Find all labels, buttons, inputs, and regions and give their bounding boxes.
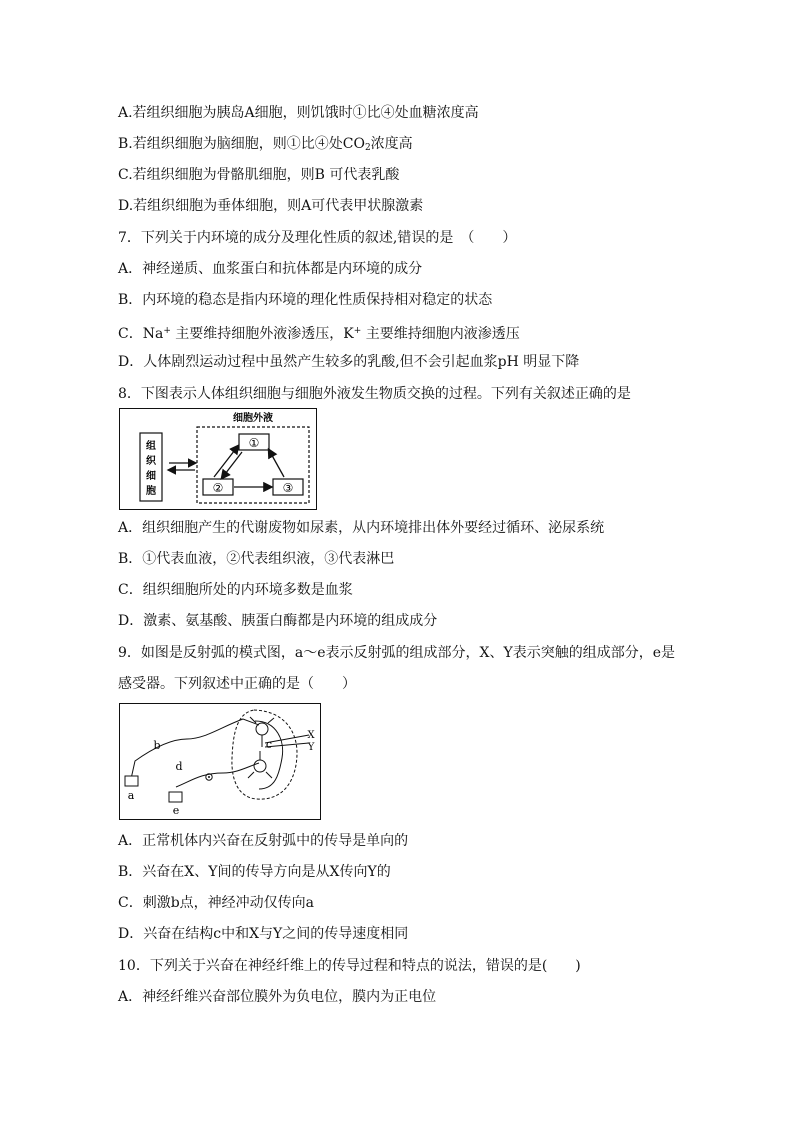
q8-option-b: B．①代表血液，②代表组织液，③代表淋巴: [118, 551, 395, 567]
tissue-cell-char-1: 组: [146, 441, 156, 452]
q8-option-d: D．激素、氨基酸、胰蛋白酶都是内环境的组成成分: [118, 613, 438, 629]
q9-option-a: A．正常机体内兴奋在反射弧中的传导是单向的: [118, 833, 409, 849]
co2-subscript: 2: [364, 143, 371, 153]
label-e: e: [172, 804, 180, 817]
q10-option-a: A．神经纤维兴奋部位膜外为负电位，膜内为正电位: [118, 989, 437, 1005]
q6-option-b-tail: 浓度高: [370, 136, 413, 152]
node-2-label: ②: [212, 481, 224, 495]
q6-option-b-text: B.若组织细胞为脑细胞，则①比④处CO: [118, 136, 365, 152]
q7-stem: 7．下列关于内环境的成分及理化性质的叙述,错误的是 （ ）: [118, 230, 517, 246]
gray-matter-outline: [255, 721, 283, 789]
na-superscript: +: [163, 326, 171, 336]
effector-a-box: [125, 776, 138, 786]
label-d: d: [175, 760, 183, 773]
q6-option-b: [118, 135, 413, 157]
q9-option-d: D．兴奋在结构c中和X与Y之间的传导速度相同: [118, 926, 409, 942]
q10-stem: 10．下列关于兴奋在神经纤维上的传导过程和特点的说法，错误的是( ): [118, 958, 581, 974]
k-superscript: +: [353, 326, 362, 336]
q8-option-a: A．组织细胞产生的代谢废物如尿素，从内环境排出体外要经过循环、泌尿系统: [118, 520, 605, 536]
tissue-cell-char-3: 细: [146, 471, 156, 482]
q6-option-a: A.若组织细胞为胰岛A细胞，则饥饿时①比④处血糖浓度高: [118, 105, 479, 121]
label-b: b: [153, 739, 161, 752]
q8-diagram: [119, 408, 317, 510]
stimulation-point-center: [208, 776, 210, 778]
q9-diagram-frame: [120, 704, 321, 820]
q9-stem-line-1: 9．如图是反射弧的模式图，a～e表示反射弧的组成部分，X、Y表示突触的组成部分，e是: [118, 645, 676, 661]
tissue-cell-char-2: 织: [146, 456, 156, 467]
label-x: X: [307, 730, 315, 741]
neuron-body-lower: [254, 760, 266, 772]
q8-stem: 8．下图表示人体组织细胞与细胞外液发生物质交换的过程。下列有关叙述正确的是: [118, 386, 631, 402]
q9-reflex-arc-diagram: [119, 703, 321, 820]
q7-option-d: D．人体剧烈运动过程中虽然产生较多的乳酸,但不会引起血浆pH 明显下降: [118, 354, 580, 370]
receptor-e-box: [169, 792, 182, 802]
q7-option-c-mid: 主要维持细胞外液渗透压，K: [170, 326, 354, 342]
q9-option-b: B．兴奋在X、Y间的传导方向是从X传向Y的: [118, 864, 391, 880]
label-c: c: [265, 738, 273, 751]
q9-stem-line-2: 感受器。下列叙述中正确的是（ ）: [118, 676, 356, 692]
q9-option-c: C．刺激b点，神经冲动仅传向a: [118, 895, 315, 911]
tissue-cell-char-4: 胞: [146, 486, 156, 497]
neuron-body-upper: [256, 723, 268, 735]
neuron-lower-dendrites: [248, 751, 272, 778]
node-3-label: ③: [282, 481, 294, 495]
q7-option-b: B．内环境的稳态是指内环境的理化性质保持相对稳定的状态: [118, 292, 493, 308]
q7-option-c: [118, 322, 520, 343]
q7-option-a: A．神经递质、血浆蛋白和抗体都是内环境的成分: [118, 261, 423, 277]
q8-option-c: C．组织细胞所处的内环境多数是血浆: [118, 582, 353, 598]
node-1-label: ①: [248, 436, 260, 450]
q7-option-c-text: C．Na: [118, 326, 164, 342]
q6-option-d: D.若组织细胞为垂体细胞，则A可代表甲状腺激素: [118, 198, 424, 214]
arrow-3-to-1: [269, 450, 284, 477]
q6-option-c: C.若组织细胞为骨骼肌细胞，则B 可代表乳酸: [118, 167, 400, 183]
nerve-d: [176, 763, 259, 787]
arrow-1-to-2: [222, 452, 242, 478]
label-a: a: [127, 789, 135, 802]
extracellular-fluid-label: 细胞外液: [233, 413, 273, 424]
q7-option-c-tail: 主要维持细胞内液渗透压: [361, 326, 520, 342]
label-y: Y: [307, 742, 315, 753]
